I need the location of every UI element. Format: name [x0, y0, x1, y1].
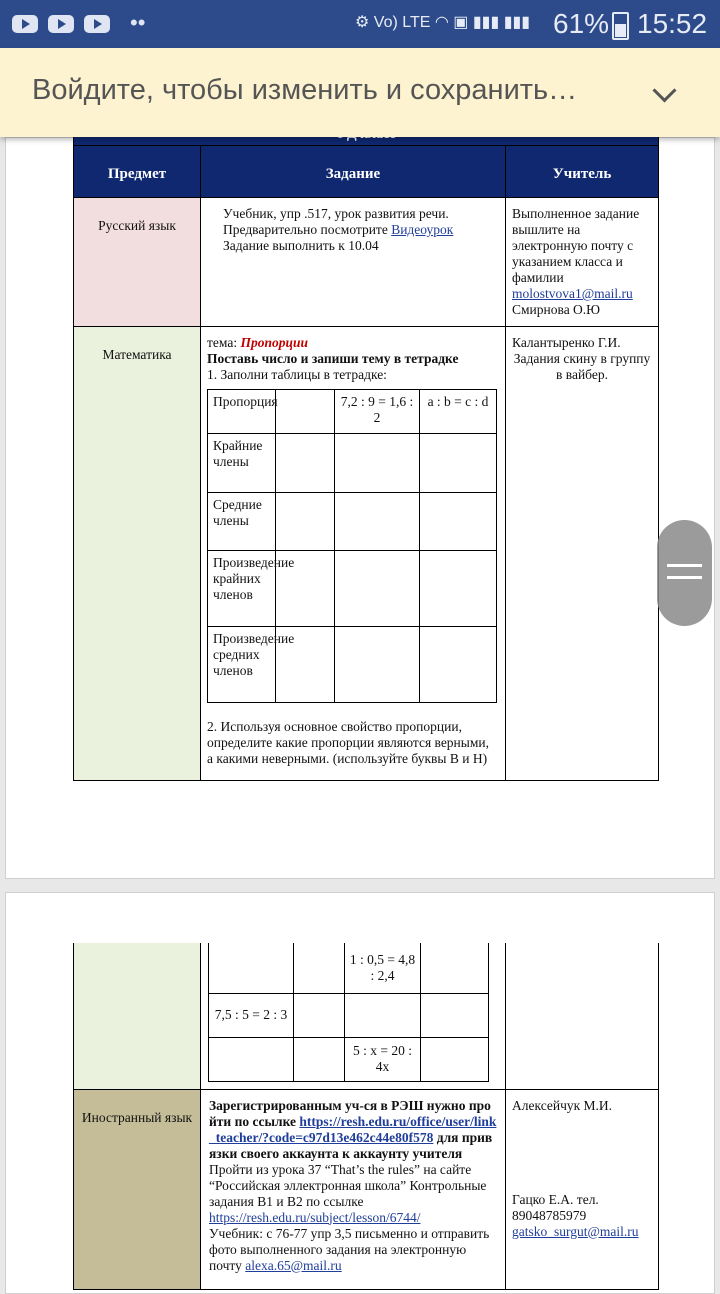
battery-icon	[612, 12, 629, 40]
subject-math: Математика	[74, 327, 201, 781]
grid-row-label: Крайние члены	[208, 434, 276, 493]
resh-teacher-link[interactable]: https://resh.edu.ru/office/user/link_teacher/?code=c97d13e462c44e80f578	[209, 1113, 497, 1145]
header-teacher: Учитель	[506, 146, 659, 198]
proportion-item: 1 : 0,5 = 4,8 : 2,4	[345, 943, 421, 993]
grid-row-label: Произведение крайних членов	[208, 551, 276, 627]
teacher-foreign	[506, 1089, 659, 1289]
handle-grip-icon	[667, 576, 702, 579]
subject-russian: Русский язык	[74, 198, 201, 327]
teacher-name: Смирнова О.Ю	[512, 302, 601, 317]
register-text: для привязки своего аккаунта к аккаунту учителя	[209, 1129, 493, 1161]
schedule-table	[73, 128, 659, 781]
proportion-item: 5 : x = 20 : 4x	[345, 1037, 421, 1081]
proportion-check-grid	[208, 943, 489, 1082]
grid-header: Пропорция	[208, 390, 276, 434]
status-bar	[0, 0, 720, 48]
youtube-notification-icon	[84, 15, 110, 33]
header-subject: Предмет	[74, 146, 201, 198]
register-text: Зарегистрированным уч-ся в РЭШ нужно пройти по ссылке	[209, 1097, 491, 1129]
task-math	[201, 327, 506, 781]
teacher-name: Алексейчук М.И.	[512, 1097, 613, 1113]
teacher-note: Выполненное задание вышлите на электронную почту с указанием класса и фамилии	[512, 206, 640, 285]
task-foreign	[201, 1089, 506, 1289]
youtube-notification-icon	[48, 15, 74, 33]
proportion-grid	[207, 389, 497, 703]
task-math-continued	[201, 943, 506, 1089]
battery-percent: 61%	[553, 8, 610, 39]
step-2: 2. Используя основное свойство пропорции, определите какие пропорции являются верными, а какими неверными. (используйте буквы В и Н)	[207, 719, 489, 766]
grid-row-label: Произведение средних членов	[208, 627, 276, 703]
proportion-item: 7,5 : 5 = 2 : 3	[209, 993, 294, 1037]
document-page	[5, 137, 715, 879]
grid-row-label: Средние члены	[208, 493, 276, 551]
resh-lesson-link[interactable]: https://resh.edu.ru/subject/lesson/6744/	[209, 1209, 421, 1225]
grid-header: a : b = c : d	[420, 390, 497, 434]
topic: Пропорции	[240, 335, 309, 350]
teacher-name: Калантыренко Г.И.	[512, 335, 621, 350]
subject-foreign: Иностранный язык	[74, 1089, 201, 1289]
video-lesson-link[interactable]: Видеоурок	[391, 222, 454, 237]
teacher-note: Задания скину в группу в вайбер.	[513, 351, 651, 382]
task-text: Предварительно посмотрите	[223, 222, 392, 237]
task-text: Учебник, упр .517, урок развития речи.	[223, 206, 449, 221]
network-icons: ⚙ Vo) LTE ◠ ▣ ▮▮▮ ▮▮▮	[355, 14, 531, 31]
header-task: Задание	[201, 146, 506, 198]
teacher-email-link[interactable]: molostvova1@mail.ru	[512, 286, 633, 301]
sign-in-banner[interactable]	[0, 48, 720, 137]
teacher-email-link[interactable]: alexa.65@mail.ru	[245, 1257, 342, 1273]
teacher-name: Гацко Е.А. тел.	[512, 1191, 599, 1207]
scroll-handle[interactable]	[657, 520, 712, 626]
step-1: 1. Заполни таблицы в тетрадке:	[207, 367, 387, 382]
teacher-email-link[interactable]: gatsko_surgut@mail.ru	[512, 1223, 639, 1239]
youtube-notification-icon	[12, 15, 38, 33]
topic-label: тема:	[207, 335, 241, 350]
sign-in-banner-text: Войдите, чтобы изменить и сохранить…	[32, 74, 578, 106]
lesson-text: Пройти из урока 37 “That’s the rules” на сайте “Российская эллектронная школа” Контрольные задания B1 и B2 по ссылке	[209, 1161, 487, 1209]
more-notifications-icon: ••	[130, 10, 146, 35]
teacher-russian	[506, 198, 659, 327]
book-text: Учебник: с 76-77 упр 3,5 письменно и отправить фото выполненного задания на электронную почту	[209, 1225, 490, 1273]
handle-grip-icon	[667, 564, 702, 567]
teacher-math-continued	[506, 943, 659, 1089]
clock: 15:52	[637, 8, 708, 39]
document-page	[5, 892, 715, 1294]
subject-math-continued	[74, 943, 201, 1089]
teacher-phone: 89048785979	[512, 1207, 587, 1223]
task-deadline: Задание выполнить к 10.04	[223, 238, 379, 253]
task-russian	[201, 198, 506, 327]
grid-header: 7,2 : 9 = 1,6 : 2	[335, 390, 420, 434]
teacher-math	[506, 327, 659, 781]
instruction: Поставь число и запиши тему в тетрадке	[207, 351, 459, 366]
schedule-table-continued	[73, 943, 659, 1290]
